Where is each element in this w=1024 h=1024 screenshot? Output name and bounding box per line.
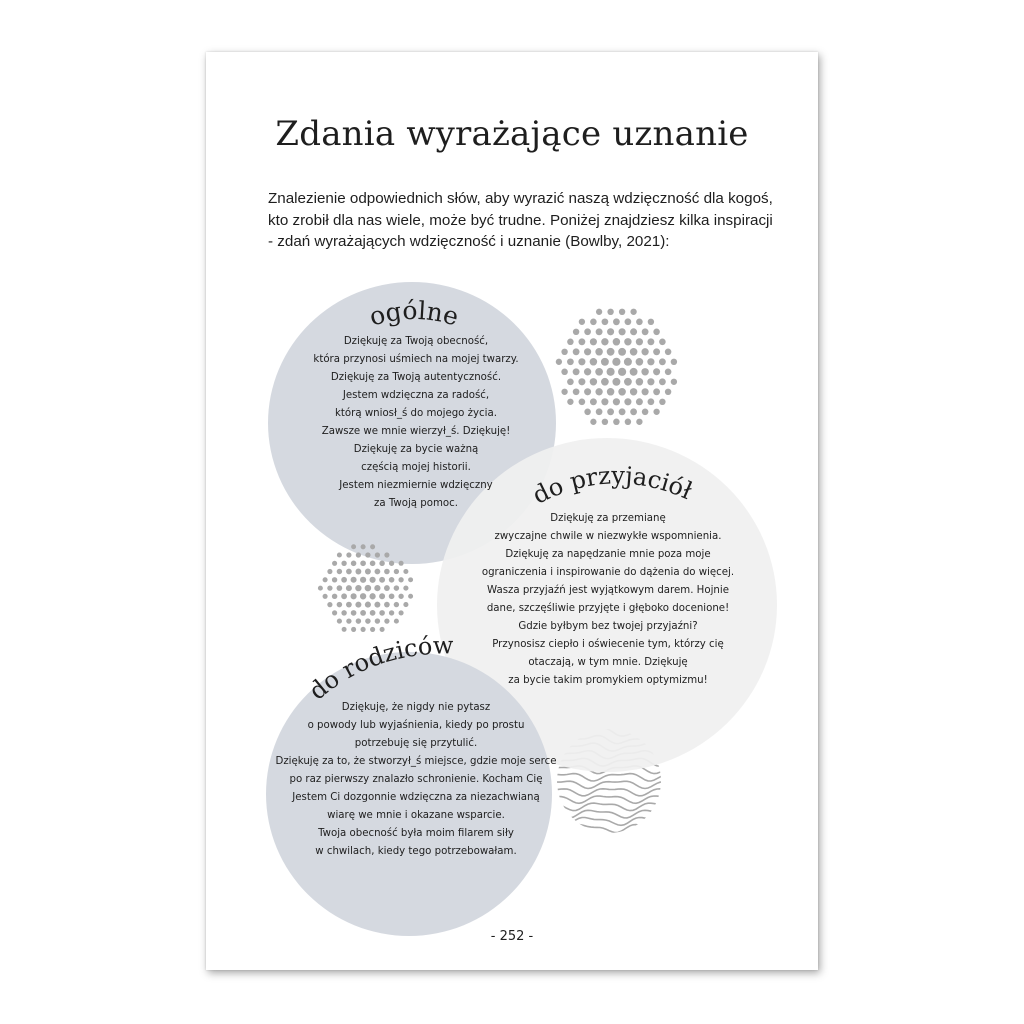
decoration-dot — [647, 358, 654, 365]
decoration-dot — [403, 602, 408, 607]
decoration-dot — [659, 358, 666, 365]
decoration-dot — [351, 577, 357, 583]
decoration-dot — [337, 585, 343, 591]
decoration-dot — [578, 338, 585, 345]
phrase-line: o powody lub wyjaśnienia, kiedy po prostu — [307, 720, 525, 731]
decoration-dot — [351, 593, 357, 599]
decoration-dot — [601, 378, 609, 386]
decoration-dot — [613, 398, 620, 405]
svg-text:do przyjaciół — [528, 461, 696, 509]
phrase-line: Wasza przyjaźń jest wyjątkowym darem. Hojnie — [487, 585, 729, 596]
phrase-line: ograniczenia i inspirowanie do dążenia do więcej. — [481, 567, 735, 578]
decoration-dot — [399, 561, 404, 566]
decoration-dot — [384, 569, 390, 575]
decoration-dot — [360, 560, 366, 566]
decoration-dot — [398, 594, 403, 599]
decoration-dot — [360, 593, 366, 599]
decoration-dot — [384, 602, 390, 608]
decoration-dot — [327, 602, 332, 607]
decoration-dot — [389, 577, 395, 583]
decoration-dot — [332, 594, 337, 599]
decoration-dot — [341, 577, 347, 583]
decoration-dot — [360, 577, 366, 583]
decoration-dot — [327, 569, 332, 574]
decoration-dot — [636, 419, 642, 425]
phrase-line: Jestem wdzięczna za radość, — [342, 390, 490, 401]
decoration-dot — [573, 329, 579, 335]
decoration-dot — [356, 618, 361, 623]
decoration-dot — [578, 358, 585, 365]
decoration-dot — [318, 586, 323, 591]
decoration-dot — [590, 358, 598, 366]
decoration-dot — [596, 309, 602, 315]
phrase-line: Dziękuję, że nigdy nie pytasz — [341, 702, 491, 713]
decoration-dot — [624, 378, 632, 386]
decoration-dot — [573, 348, 580, 355]
decoration-dot — [370, 544, 375, 549]
decoration-dot — [659, 378, 666, 385]
decoration-dot — [341, 561, 346, 566]
decoration-dot — [389, 593, 395, 599]
decoration-dot — [361, 544, 366, 549]
phrase-line: Zawsze we mnie wierzył_ś. Dziękuję! — [321, 426, 511, 437]
decoration-dot — [590, 398, 597, 405]
decoration-dot — [332, 561, 337, 566]
phrase-line: Jestem niezmiernie wdzięczny — [339, 480, 493, 491]
decoration-dot — [630, 348, 638, 356]
decoration-dot — [642, 388, 649, 395]
decoration-dot — [561, 349, 567, 355]
phrase-line: Dziękuję za przemianę — [550, 513, 666, 524]
phrase-line: Jestem Ci dozgonnie wdzięczna za niezachwianą — [292, 792, 540, 803]
phrase-line: otaczają, w tym mnie. Dziękuję — [528, 657, 688, 668]
decoration-dot — [346, 569, 352, 575]
decoration-dot — [596, 408, 603, 415]
decoration-dot — [653, 329, 660, 336]
decoration-dot — [584, 388, 591, 395]
decoration-dot — [374, 585, 380, 591]
phrase-line: Przynosisz ciepło i oświecenie tym, którzy cię — [492, 639, 724, 650]
decoration-dot — [561, 389, 567, 395]
decoration-dot — [607, 408, 614, 415]
decoration-dot — [337, 602, 343, 608]
decoration-dot — [665, 368, 672, 375]
friends-phrases — [458, 510, 758, 690]
decoration-dot — [584, 409, 591, 416]
phrase-line: po raz pierwszy znalazło schronienie. Kocham Cię — [289, 774, 543, 785]
decoration-dot — [579, 319, 585, 325]
decoration-dot — [601, 358, 609, 366]
decoration-dot — [636, 398, 643, 405]
decoration-dot — [365, 602, 371, 608]
phrase-line: wiarę we mnie i okazane wsparcie. — [327, 810, 505, 821]
decoration-dot — [590, 378, 597, 385]
decoration-dot — [607, 368, 615, 376]
decoration-dot — [630, 309, 636, 315]
decoration-dot — [642, 328, 649, 335]
decoration-dot — [630, 328, 637, 335]
decoration-dot — [365, 585, 372, 592]
decoration-dot — [379, 593, 385, 599]
decoration-dot — [636, 338, 643, 345]
decoration-dot — [625, 419, 631, 425]
decoration-dot — [607, 388, 615, 396]
decoration-dot — [624, 338, 631, 345]
decoration-dot — [624, 358, 632, 366]
decoration-dot — [394, 602, 399, 607]
decoration-dot — [561, 369, 568, 376]
dotted-circle-decoration — [318, 542, 414, 638]
decoration-dot — [341, 593, 347, 599]
decoration-dot — [630, 408, 637, 415]
decoration-dot — [355, 569, 361, 575]
decoration-dot — [408, 577, 413, 582]
decoration-dot — [341, 610, 346, 615]
decoration-dot — [332, 610, 337, 615]
decoration-dot — [653, 409, 659, 415]
phrase-line: Gdzie byłbym bez twojej przyjaźni? — [518, 621, 698, 632]
decoration-dot — [365, 618, 370, 623]
decoration-dot — [356, 552, 361, 557]
decoration-dot — [641, 348, 648, 355]
decoration-dot — [653, 368, 660, 375]
decoration-dot — [337, 569, 342, 574]
phrase-line: zwyczajne chwile w niezwykłe wspomnienia. — [494, 531, 722, 542]
dotted-circle-decoration — [556, 306, 680, 430]
decoration-dot — [630, 388, 637, 395]
phrase-line: Dziękuję za bycie ważną — [353, 444, 479, 455]
decoration-dot — [573, 388, 580, 395]
decoration-dot — [394, 585, 400, 591]
decoration-dot — [556, 359, 562, 365]
decoration-dot — [595, 368, 603, 376]
decoration-dot — [595, 348, 603, 356]
decoration-dot — [370, 610, 376, 616]
decoration-dot — [636, 318, 643, 325]
decoration-dot — [630, 368, 638, 376]
decoration-dot — [601, 338, 608, 345]
intro-line: kto zrobił dla nas wiele, może być trudne. Poniżej znajdziesz kilka inspiracji — [268, 211, 773, 229]
decoration-dot — [602, 318, 609, 325]
friends-heading-text: do przyjaciół — [528, 461, 697, 510]
decoration-dot — [370, 560, 376, 566]
decoration-dot — [403, 569, 408, 574]
decoration-dot — [619, 408, 626, 415]
decoration-dot — [351, 610, 357, 616]
phrase-line: Twoja obecność była moim filarem siły — [318, 828, 514, 839]
phrase-line: którą wniosł_ś do mojego życia. — [335, 408, 497, 419]
decoration-dot — [602, 419, 608, 425]
decoration-dot — [399, 610, 404, 615]
decoration-dot — [607, 309, 613, 315]
decoration-dot — [590, 338, 597, 345]
decoration-dot — [584, 368, 591, 375]
decoration-dot — [351, 544, 356, 549]
decoration-dot — [619, 309, 625, 315]
intro-line: - zdań wyrażających wdzięczność i uznanie (Bowlby, 2021): — [268, 233, 670, 250]
phrase-line: potrzebuję się przytulić. — [354, 738, 478, 749]
decoration-dot — [384, 552, 389, 557]
decoration-dot — [360, 610, 366, 616]
decoration-dot — [648, 319, 654, 325]
decoration-dot — [567, 339, 574, 346]
decoration-dot — [337, 552, 342, 557]
decoration-dot — [607, 348, 615, 356]
decoration-dot — [636, 358, 644, 366]
decoration-dot — [641, 368, 648, 375]
decoration-dot — [332, 577, 337, 582]
decoration-dot — [647, 338, 654, 345]
decoration-dot — [369, 593, 375, 599]
decoration-dot — [671, 379, 677, 385]
decoration-dot — [384, 618, 389, 623]
page-title: Zdania wyrażające uznanie — [275, 114, 749, 154]
phrase-line: częścią mojej historii. — [361, 462, 471, 473]
decoration-dot — [389, 561, 394, 566]
decoration-dot — [647, 378, 654, 385]
phrase-line: która przynosi uśmiech na mojej twarzy. — [313, 354, 519, 365]
decoration-dot — [394, 569, 399, 574]
decoration-dot — [612, 378, 620, 386]
phrase-line: Dziękuję za Twoją autentyczność. — [330, 372, 502, 383]
decoration-dot — [659, 399, 665, 405]
decoration-dot — [370, 577, 376, 583]
general-phrases — [286, 333, 546, 513]
decoration-dot — [613, 338, 620, 345]
decoration-dot — [648, 398, 655, 405]
page-number: - 252 - — [490, 929, 534, 944]
decoration-dot — [659, 339, 666, 346]
decoration-dot — [374, 602, 380, 608]
decoration-dot — [584, 328, 591, 335]
decoration-dot — [374, 569, 380, 575]
decoration-dot — [618, 368, 626, 376]
decoration-dot — [384, 585, 390, 591]
document-page — [206, 52, 818, 970]
decoration-dot — [619, 328, 626, 335]
decoration-dot — [323, 577, 328, 582]
phrase-line: dane, szczęśliwie przyjęte i głęboko docenione! — [486, 603, 730, 614]
phrase-line: Dziękuję za Twoją obecność, — [343, 336, 489, 347]
decoration-dot — [578, 378, 585, 385]
decoration-dot — [403, 586, 408, 591]
decoration-dot — [665, 389, 671, 395]
decoration-dot — [596, 328, 603, 335]
decoration-dot — [653, 348, 660, 355]
parents-phrases — [261, 699, 571, 861]
decoration-dot — [323, 594, 328, 599]
decoration-dot — [642, 409, 649, 416]
decoration-dot — [346, 585, 352, 591]
decoration-dot — [365, 569, 371, 575]
decoration-dot — [375, 618, 380, 623]
decoration-dot — [408, 594, 413, 599]
decoration-dot — [398, 577, 403, 582]
svg-text:ogólne — [366, 296, 462, 332]
decoration-dot — [355, 585, 361, 591]
decoration-dot — [584, 348, 591, 355]
decoration-dot — [573, 368, 580, 375]
decoration-dot — [567, 378, 574, 385]
decoration-dot — [624, 398, 631, 405]
decoration-dot — [590, 419, 596, 425]
decoration-dot — [590, 319, 597, 326]
phrase-line: Dziękuję za napędzanie mnie poza moje — [505, 549, 711, 560]
decoration-dot — [346, 618, 351, 623]
general-heading-text: ogólne — [366, 295, 462, 332]
decoration-dot — [612, 358, 620, 366]
decoration-dot — [375, 552, 380, 557]
decoration-dot — [379, 577, 385, 583]
decoration-dot — [327, 585, 332, 590]
parents-heading-text: do rodziców — [303, 631, 454, 706]
decoration-dot — [394, 619, 399, 624]
decoration-dot — [613, 318, 620, 325]
general-heading — [268, 278, 558, 338]
decoration-dot — [365, 552, 370, 557]
decoration-dot — [351, 561, 357, 567]
decoration-dot — [595, 388, 602, 395]
phrase-line: za bycie takim promykiem optymizmu! — [508, 675, 708, 686]
decoration-dot — [379, 610, 385, 616]
decoration-dot — [618, 348, 626, 356]
decoration-dot — [601, 398, 608, 405]
decoration-dot — [346, 552, 351, 557]
phrase-line: za Twoją pomoc. — [374, 498, 458, 509]
decoration-dot — [337, 619, 342, 624]
decoration-dot — [607, 328, 614, 335]
decoration-dot — [665, 349, 672, 356]
decoration-dot — [618, 388, 626, 396]
intro-paragraph — [268, 188, 778, 253]
decoration-dot — [389, 610, 394, 615]
decoration-dot — [346, 602, 352, 608]
decoration-dot — [636, 378, 644, 386]
svg-text:do rodziców — [304, 631, 455, 705]
decoration-dot — [567, 358, 574, 365]
decoration-dot — [653, 388, 660, 395]
phrase-line: w chwilach, kiedy tego potrzebowałam. — [315, 846, 517, 857]
decoration-dot — [379, 561, 384, 566]
decoration-dot — [671, 359, 677, 365]
decoration-dot — [579, 398, 586, 405]
decoration-dot — [567, 399, 573, 405]
intro-line: Znalezienie odpowiednich słów, aby wyrazić naszą wdzięczność dla kogoś, — [268, 190, 773, 207]
decoration-dot — [625, 318, 632, 325]
decoration-dot — [355, 602, 361, 608]
phrase-line: Dziękuję za to, że stworzył_ś miejsce, gdzie moje serce — [275, 756, 557, 767]
decoration-dot — [613, 419, 620, 426]
